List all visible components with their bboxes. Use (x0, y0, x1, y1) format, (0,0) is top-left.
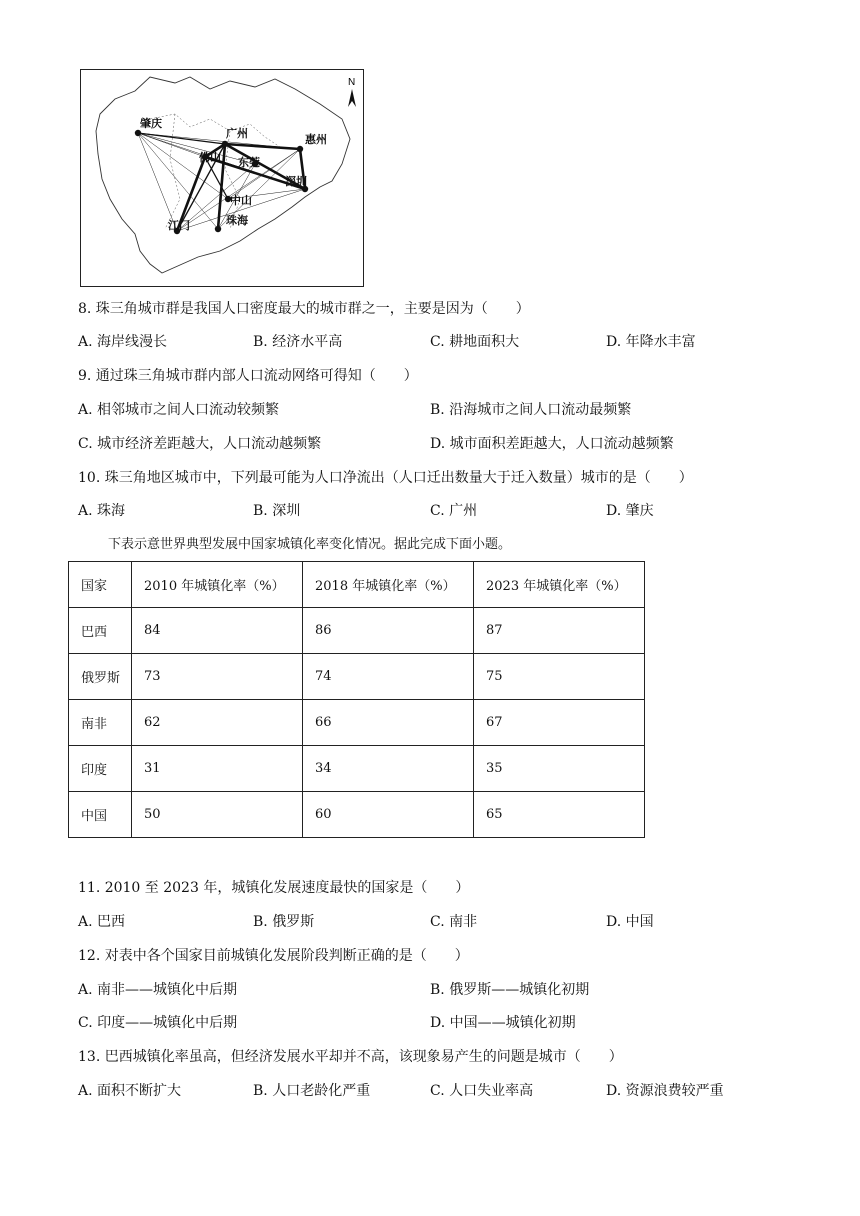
north-label: N (348, 77, 356, 88)
question-11-option-a[interactable]: A. 巴西 (78, 914, 126, 930)
question-10-stem: 10. 珠三角地区城市中，下列最可能为人口净流出（人口迁出数量大于迁入数量）城市的是（ ） (78, 470, 693, 486)
question-12-stem: 12. 对表中各个国家目前城镇化发展阶段判断正确的是（ ） (78, 948, 469, 964)
question-13-option-d[interactable]: D. 资源浪费较严重 (606, 1083, 724, 1099)
table-cell: 75 (474, 654, 645, 700)
city-label-zhongshan: 中山 (230, 194, 252, 207)
question-9-option-a[interactable]: A. 相邻城市之间人口流动较频繁 (78, 402, 280, 418)
table-cell-country: 中国 (69, 792, 132, 838)
population-flow-map (80, 69, 364, 287)
table-cell: 87 (474, 608, 645, 654)
question-13-option-c[interactable]: C. 人口失业率高 (430, 1083, 534, 1099)
table-cell: 62 (132, 700, 303, 746)
question-9-option-b[interactable]: B. 沿海城市之间人口流动最频繁 (430, 402, 632, 418)
table-cell: 50 (132, 792, 303, 838)
table-cell: 86 (303, 608, 474, 654)
table-header-cell: 2010 年城镇化率（%） (132, 562, 303, 608)
table-cell-country: 南非 (69, 700, 132, 746)
table-header-row (69, 562, 645, 608)
city-label-foshan: 佛山 (199, 151, 221, 164)
city-label-jiangmen: 江门 (168, 219, 190, 232)
city-label-zhaoqing: 肇庆 (140, 117, 162, 130)
question-8-stem: 8. 珠三角城市群是我国人口密度最大的城市群之一，主要是因为（ ） (78, 301, 530, 317)
table-row (69, 792, 645, 838)
question-9-option-c[interactable]: C. 城市经济差距越大，人口流动越频繁 (78, 436, 322, 452)
table-cell: 84 (132, 608, 303, 654)
table-cell: 35 (474, 746, 645, 792)
table-row (69, 608, 645, 654)
question-10-option-c[interactable]: C. 广州 (430, 503, 478, 519)
table-row (69, 700, 645, 746)
table-cell: 60 (303, 792, 474, 838)
question-11-option-d[interactable]: D. 中国 (606, 914, 654, 930)
question-12-option-d[interactable]: D. 中国——城镇化初期 (430, 1015, 576, 1031)
question-10-option-b[interactable]: B. 深圳 (253, 503, 301, 519)
question-12-option-b[interactable]: B. 俄罗斯——城镇化初期 (430, 982, 590, 998)
table-header-cell: 国家 (69, 562, 132, 608)
question-8-option-b[interactable]: B. 经济水平高 (253, 334, 343, 350)
table-cell: 34 (303, 746, 474, 792)
question-9-option-d[interactable]: D. 城市面积差距越大，人口流动越频繁 (430, 436, 674, 452)
table-header-cell: 2023 年城镇化率（%） (474, 562, 645, 608)
table-cell: 65 (474, 792, 645, 838)
question-12-option-c[interactable]: C. 印度——城镇化中后期 (78, 1015, 238, 1031)
question-11-option-b[interactable]: B. 俄罗斯 (253, 914, 315, 930)
question-10-option-d[interactable]: D. 肇庆 (606, 503, 654, 519)
question-11-stem: 11. 2010 至 2023 年，城镇化发展速度最快的国家是（ ） (78, 880, 470, 896)
table-row (69, 654, 645, 700)
city-label-dongguan: 东莞 (238, 156, 260, 169)
city-label-guangzhou: 广州 (226, 127, 248, 140)
question-13-stem: 13. 巴西城镇化率虽高，但经济发展水平却并不高，该现象易产生的问题是城市（ ） (78, 1049, 623, 1065)
question-12-option-a[interactable]: A. 南非——城镇化中后期 (78, 982, 238, 998)
city-label-zhuhai: 珠海 (226, 214, 248, 227)
question-10-option-a[interactable]: A. 珠海 (78, 503, 126, 519)
table-cell-country: 俄罗斯 (69, 654, 132, 700)
city-label-huizhou: 惠州 (305, 133, 327, 146)
urbanization-table (68, 561, 645, 838)
table-cell: 66 (303, 700, 474, 746)
table-cell: 73 (132, 654, 303, 700)
question-8-option-a[interactable]: A. 海岸线漫长 (78, 334, 168, 350)
table-header-cell: 2018 年城镇化率（%） (303, 562, 474, 608)
question-13-option-a[interactable]: A. 面积不断扩大 (78, 1083, 182, 1099)
question-9-stem: 9. 通过珠三角城市群内部人口流动网络可得知（ ） (78, 368, 418, 384)
table-cell: 31 (132, 746, 303, 792)
table-intro: 下表示意世界典型发展中国家城镇化率变化情况。据此完成下面小题。 (108, 537, 512, 552)
table-cell: 67 (474, 700, 645, 746)
question-13-option-b[interactable]: B. 人口老龄化严重 (253, 1083, 371, 1099)
question-11-option-c[interactable]: C. 南非 (430, 914, 478, 930)
question-8-option-d[interactable]: D. 年降水丰富 (606, 334, 696, 350)
table-cell: 74 (303, 654, 474, 700)
table-cell-country: 巴西 (69, 608, 132, 654)
question-8-option-c[interactable]: C. 耕地面积大 (430, 334, 520, 350)
table-cell-country: 印度 (69, 746, 132, 792)
table-row (69, 746, 645, 792)
city-label-shenzhen: 深圳 (285, 175, 307, 188)
